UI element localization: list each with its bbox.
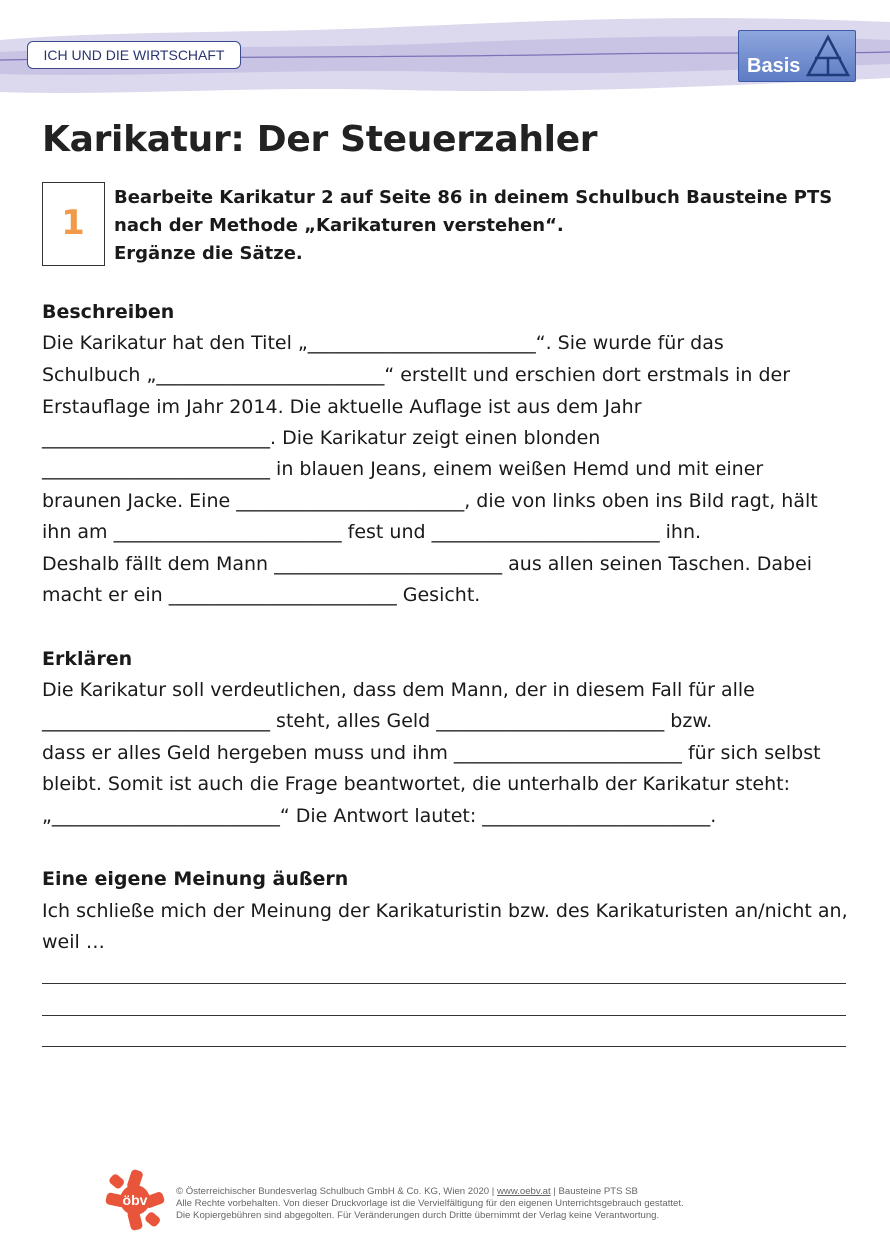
- opinion-line: weil …: [42, 931, 105, 953]
- footer-line3: Die Kopiergebühren sind abgegolten. Für Veränderungen durch Dritte übernimmt der Verlag keine Verantwortung.: [176, 1210, 660, 1221]
- describe-line: Erstauflage im Jahr 2014. Die aktuelle Auflage ist aus dem Jahr: [42, 396, 642, 418]
- task-line: nach der Methode „Karikaturen verstehen“.: [114, 215, 564, 236]
- describe-line: ________________________ in blauen Jeans, einem weißen Hemd und mit einer: [42, 458, 764, 480]
- category-label: ICH UND DIE WIRTSCHAFT: [27, 41, 241, 69]
- explain-line: ________________________ steht, alles Geld ________________________ bzw.: [42, 710, 713, 732]
- footer-line1-suffix: | Bausteine PTS SB: [550, 1186, 638, 1197]
- answer-line[interactable]: [42, 1046, 846, 1047]
- triangle-icon: [805, 34, 851, 78]
- describe-line: Schulbuch „________________________“ erstellt und erschien dort erstmals in der: [42, 364, 791, 386]
- describe-line: ________________________. Die Karikatur zeigt einen blonden: [42, 427, 601, 449]
- footer-website-link[interactable]: www.oebv.at: [496, 1186, 551, 1197]
- describe-line: braunen Jacke. Eine ________________________, die von links oben ins Bild ragt, hält: [42, 490, 818, 512]
- explain-line: dass er alles Geld hergeben muss und ihm ________________________ für sich selbst: [42, 742, 821, 764]
- level-label: Basis: [747, 55, 801, 77]
- footer-line1-prefix: © Österreichischer Bundesverlag Schulbuch GmbH & Co. KG, Wien 2020 |: [176, 1186, 497, 1197]
- explain-line: Die Karikatur soll verdeutlichen, dass dem Mann, der in diesem Fall für alle: [42, 679, 755, 701]
- footer-copyright: [176, 1186, 684, 1222]
- describe-line: Deshalb fällt dem Mann ________________________ aus allen seinen Taschen. Dabei: [42, 553, 813, 575]
- section-heading-describe: Beschreiben: [42, 301, 175, 323]
- describe-line: ihn am ________________________ fest und ________________________ ihn.: [42, 521, 702, 543]
- task-number-box: [42, 182, 105, 266]
- describe-line: Die Karikatur hat den Titel „________________________“. Sie wurde für das: [42, 332, 724, 354]
- oebv-logo: [104, 1168, 166, 1232]
- describe-line: macht er ein ________________________ Gesicht.: [42, 584, 481, 606]
- footer-line1: [176, 1186, 684, 1198]
- answer-line[interactable]: [42, 983, 846, 984]
- explain-line: bleibt. Somit ist auch die Frage beantwortet, die unterhalb der Karikatur steht:: [42, 773, 791, 795]
- explain-line: „________________________“ Die Antwort lautet: ________________________.: [42, 805, 717, 827]
- task-line: Ergänze die Sätze.: [114, 243, 303, 264]
- task-number: 1: [61, 203, 85, 243]
- task-line: Bearbeite Karikatur 2 auf Seite 86 in deinem Schulbuch Bausteine PTS: [114, 187, 833, 208]
- opinion-line: Ich schließe mich der Meinung der Karikaturistin bzw. des Karikaturisten an/nicht an,: [42, 900, 848, 922]
- logo-text: öbv: [122, 1192, 148, 1208]
- footer-line2: Alle Rechte vorbehalten. Von dieser Druckvorlage ist die Vervielfältigung für den eigenen Unterrichtsgebrauch gestattet.: [176, 1198, 684, 1209]
- level-badge: [738, 30, 856, 82]
- task-instructions: [114, 184, 832, 268]
- page-title: Karikatur: Der Steuerzahler: [42, 119, 598, 160]
- section-heading-explain: Erklären: [42, 648, 133, 670]
- answer-line[interactable]: [42, 1015, 846, 1016]
- section-heading-opinion: Eine eigene Meinung äußern: [42, 868, 349, 890]
